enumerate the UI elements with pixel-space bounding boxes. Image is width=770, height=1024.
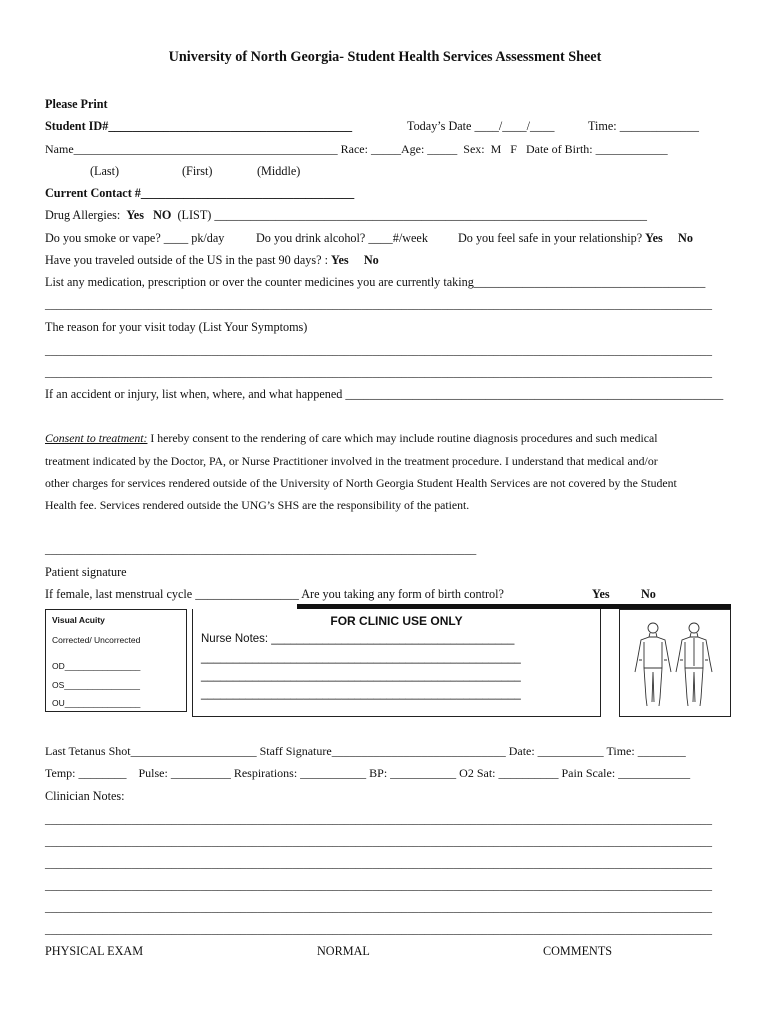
comments-header: COMMENTS: [543, 944, 613, 958]
birth-control-yes-option[interactable]: Yes: [592, 587, 610, 601]
time-field[interactable]: Time: _____________: [588, 119, 699, 133]
consent-line-2: treatment indicated by the Doctor, PA, or Nurse Practitioner involved in the treatment procedure. I understand that medical and/or: [45, 454, 658, 468]
consent-line-1: [45, 431, 658, 445]
todays-date-field[interactable]: Today’s Date ____/____/____: [407, 119, 555, 133]
travel-yes-option[interactable]: Yes: [331, 253, 349, 267]
safe-no-option[interactable]: No: [678, 231, 693, 245]
clinician-notes-line[interactable]: ____________________________________________________________________________________________________________________: [45, 924, 712, 936]
visual-acuity-label: Visual Acuity: [52, 615, 105, 625]
body-diagram-icon: [620, 610, 730, 716]
medication-field[interactable]: List any medication, prescription or over the counter medicines you are currently taking______________________________________: [45, 275, 706, 289]
blank-line[interactable]: ____________________________________________________________________________________________________________________: [45, 345, 712, 357]
clinician-notes-line[interactable]: ____________________________________________________________________________________________________________________: [45, 858, 712, 870]
page-title: University of North Georgia- Student Health Services Assessment Sheet: [168, 49, 602, 65]
allergies-no-option[interactable]: NO: [153, 208, 172, 222]
nurse-notes-line[interactable]: __________________________________________________: [201, 652, 521, 664]
signature-line[interactable]: ___________________________________________________________________________: [45, 544, 477, 556]
name-last-hint: (Last): [90, 164, 120, 178]
vitals-line[interactable]: Temp: ________ Pulse: __________ Respirations: ___________ BP: ___________ O2 Sat: __________ Pain Scale: ____________: [45, 766, 691, 780]
consent-line-4: Health fee. Services rendered outside the UNG’s SHS are the responsibility of the patient.: [45, 498, 470, 512]
corrected-uncorrected-label: Corrected/ Uncorrected: [52, 635, 141, 645]
clinician-notes-line[interactable]: ____________________________________________________________________________________________________________________: [45, 902, 712, 914]
clinician-notes-line[interactable]: ____________________________________________________________________________________________________________________: [45, 814, 712, 826]
menstrual-birth-control-field[interactable]: If female, last menstrual cycle _________________ Are you taking any form of birth control?: [45, 587, 504, 601]
name-first-hint: (First): [182, 164, 213, 178]
nurse-notes-line[interactable]: __________________________________________________: [201, 688, 521, 700]
body-diagram-box: [619, 609, 731, 717]
clinician-notes-line[interactable]: ____________________________________________________________________________________________________________________: [45, 880, 712, 892]
reason-label: The reason for your visit today (List Your Symptoms): [45, 320, 308, 334]
visual-acuity-box: [45, 609, 187, 712]
consent-line-3: other charges for services rendered outside of the University of North Georgia Student Health Services are not covered by the Student: [45, 476, 677, 490]
travel-no-option[interactable]: No: [363, 253, 379, 267]
safe-relationship-question: Do you feel safe in your relationship?: [458, 231, 643, 245]
ou-field[interactable]: OU________________: [52, 698, 141, 708]
patient-signature-label: Patient signature: [45, 565, 127, 579]
drug-allergies-label: Drug Allergies:: [45, 208, 121, 222]
accident-field[interactable]: If an accident or injury, list when, where, and what happened ______________________________________________________________: [45, 387, 724, 401]
current-contact-field[interactable]: Current Contact #___________________________________: [45, 186, 355, 200]
student-id-field[interactable]: Student ID#________________________________________: [45, 119, 353, 133]
nurse-notes-line[interactable]: __________________________________________________: [201, 670, 521, 682]
alcohol-field[interactable]: Do you drink alcohol? ____#/week: [256, 231, 428, 245]
os-field[interactable]: OS________________: [52, 680, 140, 690]
name-race-age-line[interactable]: Name____________________________________________ Race: _____Age: _____ Sex: M F Date of Birth: ____________: [45, 142, 668, 156]
birth-control-no-option[interactable]: No: [641, 587, 656, 601]
travel-row: [45, 253, 379, 267]
blank-line[interactable]: ____________________________________________________________________________________________________________________: [45, 367, 712, 379]
tetanus-staff-date-line[interactable]: Last Tetanus Shot_____________________ Staff Signature_____________________________ Date: ___________ Time: ________: [45, 744, 686, 758]
please-print-label: Please Print: [45, 97, 108, 111]
clinician-notes-line[interactable]: ____________________________________________________________________________________________________________________: [45, 836, 712, 848]
consent-text-1: I hereby consent to the rendering of care which may include routine diagnosis procedures and such medical: [147, 431, 658, 445]
nurse-notes-box: [192, 609, 601, 717]
consent-label: Consent to treatment:: [45, 431, 148, 445]
drug-allergies-row: [45, 208, 647, 222]
travel-question: Have you traveled outside of the US in the past 90 days? :: [45, 253, 328, 267]
physical-exam-header: PHYSICAL EXAM: [45, 944, 144, 958]
od-field[interactable]: OD________________: [52, 661, 141, 671]
allergies-yes-option[interactable]: Yes: [126, 208, 144, 222]
name-middle-hint: (Middle): [257, 164, 301, 178]
clinician-notes-label: Clinician Notes:: [45, 789, 125, 803]
clinic-use-heading: FOR CLINIC USE ONLY: [330, 614, 463, 628]
allergies-list-field[interactable]: (LIST) _______________________________________________________________________: [177, 208, 648, 222]
blank-line[interactable]: ____________________________________________________________________________________________________________________: [45, 299, 712, 311]
safe-relationship-row: [458, 231, 693, 245]
safe-yes-option[interactable]: Yes: [645, 231, 663, 245]
normal-header: NORMAL: [317, 944, 370, 958]
smoke-field[interactable]: Do you smoke or vape? ____ pk/day: [45, 231, 225, 245]
nurse-notes-field[interactable]: Nurse Notes: ______________________________________: [201, 633, 515, 645]
